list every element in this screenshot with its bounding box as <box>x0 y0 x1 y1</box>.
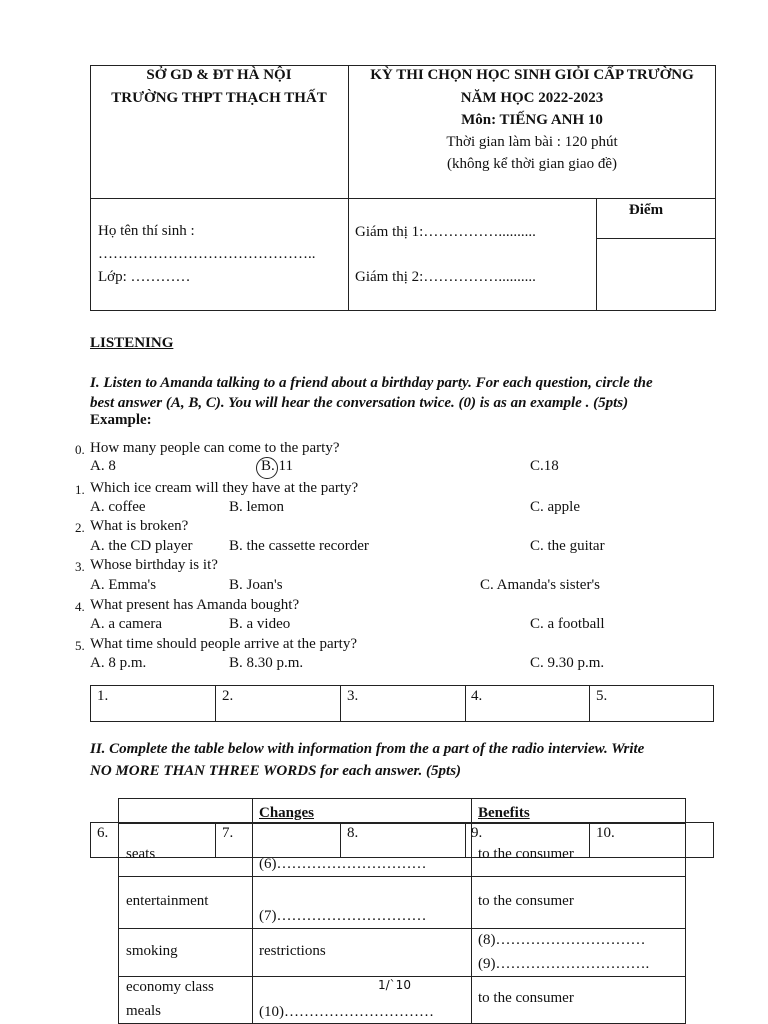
class-field[interactable]: Lớp: ………… <box>98 269 191 285</box>
row-item: entertainment <box>126 893 209 909</box>
answer-cell[interactable]: 1. <box>97 688 109 704</box>
option-a[interactable]: A. a camera <box>90 616 163 632</box>
score-label: Điểm <box>628 202 664 218</box>
option-a[interactable]: A. coffee <box>90 499 146 515</box>
answer-cell[interactable]: 3. <box>347 688 359 704</box>
part2-instruction-line1: II. Complete the table below with information from the a part of the radio interview. Write <box>90 741 645 757</box>
proctor1-field[interactable]: Giám thị 1:…………….......... <box>355 224 536 240</box>
part1-instruction-line1: I. Listen to Amanda talking to a friend about a birthday party. For each question, circle the <box>90 375 653 391</box>
section-title: LISTENING <box>90 335 174 351</box>
option-b[interactable]: B. 8.30 p.m. <box>229 655 304 671</box>
option-a[interactable]: A. the CD player <box>90 538 193 554</box>
part1-instruction-line2: best answer (A, B, C). You will hear the conversation twice. (0) is as an example . (5pts) <box>90 395 629 411</box>
row-changes: restrictions <box>259 943 326 959</box>
question-text: What present has Amanda bought? <box>90 597 300 613</box>
option-a[interactable]: A. Emma's <box>90 577 157 593</box>
grid-divider <box>589 822 590 858</box>
grid-divider <box>340 822 341 858</box>
question-number: 5. <box>75 638 85 653</box>
exam-title: KỲ THI CHỌN HỌC SINH GIỎI CẤP TRƯỜNG <box>370 67 694 83</box>
row-item: seats <box>126 846 156 862</box>
row-benefits[interactable]: (9)…………………………. <box>478 956 650 972</box>
table-divider <box>118 928 686 929</box>
student-name-label: Họ tên thí sinh : <box>98 223 195 239</box>
table-divider <box>118 976 686 977</box>
score-box[interactable] <box>597 239 715 310</box>
answer-cell[interactable]: 6. <box>97 825 109 841</box>
grid-divider <box>215 822 216 858</box>
question-number: 0. <box>75 442 85 457</box>
school-year: NĂM HỌC 2022-2023 <box>460 90 604 106</box>
col-changes: Changes <box>259 805 315 821</box>
row-benefits: to the consumer <box>478 846 574 862</box>
department-name: SỞ GD & ĐT HÀ NỘI <box>146 67 292 83</box>
answer-cell[interactable]: 10. <box>596 825 615 841</box>
col-benefits: Benefits <box>478 805 530 821</box>
option-b[interactable]: B. Joan's <box>229 577 283 593</box>
part2-instruction-line2: NO MORE THAN THREE WORDS for each answer. (5pts) <box>90 763 462 779</box>
subject: Môn: TIẾNG ANH 10 <box>461 112 603 128</box>
row-benefits: to the consumer <box>478 990 574 1006</box>
option-a[interactable]: A. 8 p.m. <box>90 655 147 671</box>
option-c[interactable]: C. 9.30 p.m. <box>530 655 605 671</box>
answer-cell[interactable]: 2. <box>222 688 234 704</box>
header-divider-h <box>90 198 716 199</box>
student-name-field[interactable]: …………………………………….. <box>98 246 316 262</box>
answer-grid-1 <box>90 685 714 722</box>
option-c[interactable]: C. apple <box>530 499 580 515</box>
question-number: 2. <box>75 520 85 535</box>
grid-divider <box>465 685 466 722</box>
answer-cell[interactable]: 5. <box>596 688 608 704</box>
option-c[interactable]: C. Amanda's sister's <box>480 577 600 593</box>
proctor2-field[interactable]: Giám thị 2:…………….......... <box>355 269 536 285</box>
question-number: 4. <box>75 599 85 614</box>
question-number: 3. <box>75 559 85 574</box>
row-item: economy class <box>126 979 214 995</box>
option-b[interactable]: B. lemon <box>229 499 284 515</box>
question-text: Which ice cream will they have at the party? <box>90 480 359 496</box>
grid-divider <box>340 685 341 722</box>
row-benefits[interactable]: (8)………………………… <box>478 932 646 948</box>
answer-cell[interactable]: 4. <box>471 688 483 704</box>
grid-divider <box>465 822 466 858</box>
answer-cell[interactable]: 7. <box>222 825 234 841</box>
answer-cell[interactable]: 9. <box>471 825 483 841</box>
option-c[interactable]: C.18 <box>530 458 559 474</box>
row-benefits: to the consumer <box>478 893 574 909</box>
row-changes[interactable]: (10)………………………… <box>259 1004 434 1020</box>
time-note: (không kể thời gian giao đề) <box>447 156 617 172</box>
row-changes[interactable]: (6)………………………… <box>259 856 427 872</box>
row-changes[interactable]: (7)………………………… <box>259 908 427 924</box>
option-c[interactable]: C. the guitar <box>530 538 605 554</box>
answer-cell[interactable]: 8. <box>347 825 359 841</box>
option-b[interactable]: B. 11 <box>261 458 293 474</box>
answer-grid-2 <box>90 822 714 858</box>
option-b[interactable]: B. the cassette recorder <box>229 538 369 554</box>
row-item: meals <box>126 1003 161 1019</box>
school-name: TRƯỜNG THPT THẠCH THẤT <box>111 90 327 106</box>
page-number: 1/`10 <box>378 978 411 992</box>
option-a[interactable]: A. 8 <box>90 458 116 474</box>
row-item: smoking <box>126 943 178 959</box>
option-b[interactable]: B. a video <box>229 616 291 632</box>
question-text: How many people can come to the party? <box>90 440 340 456</box>
example-label: Example: <box>90 412 152 428</box>
question-text: What time should people arrive at the party? <box>90 636 357 652</box>
table-divider <box>118 876 686 877</box>
question-text: Whose birthday is it? <box>90 557 218 573</box>
grid-divider <box>215 685 216 722</box>
question-text: What is broken? <box>90 518 189 534</box>
option-c[interactable]: C. a football <box>530 616 605 632</box>
question-number: 1. <box>75 482 85 497</box>
time-allowed: Thời gian làm bài : 120 phút <box>446 134 618 150</box>
grid-divider <box>589 685 590 722</box>
